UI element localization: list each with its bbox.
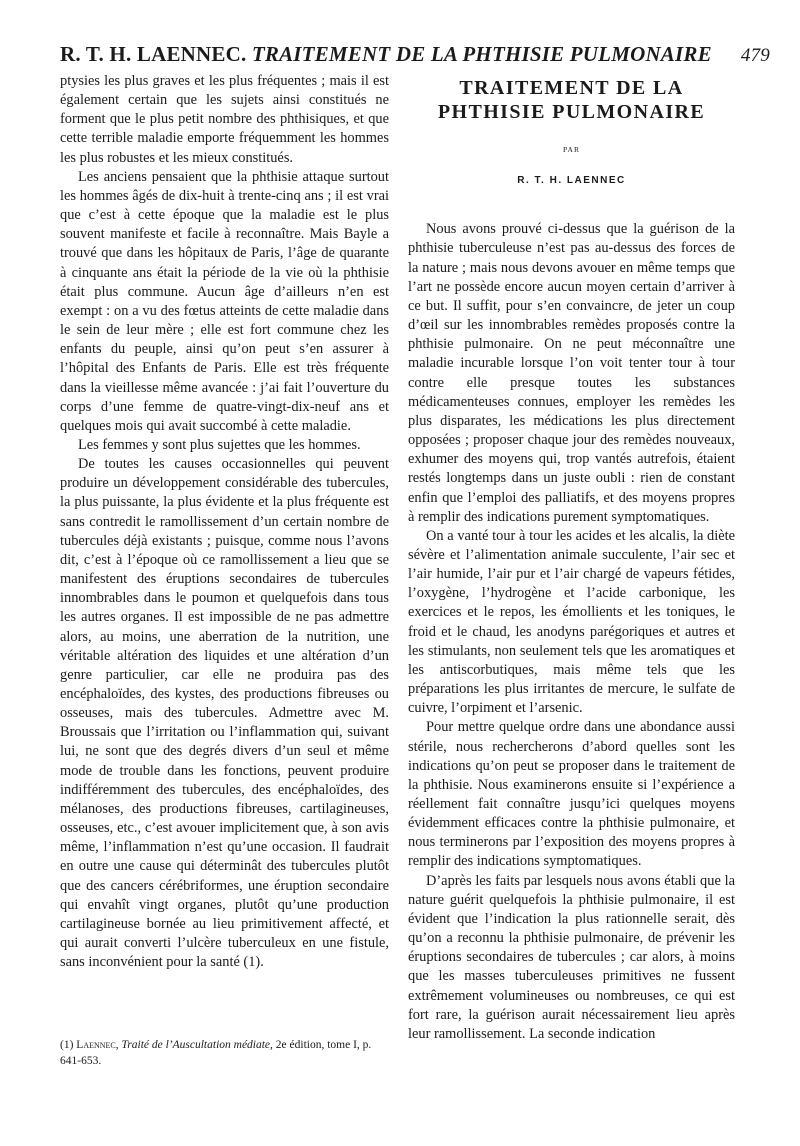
byline-par: PAR — [563, 145, 580, 154]
byline-author: R. T. H. LAENNEC — [517, 175, 626, 187]
footnote-marker: (1) — [60, 1039, 74, 1051]
right-paragraph-2: On a vanté tour à tour les acides et les alcalis, la diète sévère et l’alimentation animale succulente, l’air sec et l’air humide, l’air pur et l’air chargé de vapeurs fétides, l’oxygène, l’hydrogène et l’acide carbonique, les exercices et le repos, les émollients et les toniques, le froid et le chaud, les anodyns parégoriques et autres et les stimulants, non seulement tels que les aromatiques et les antiscorbutiques, mais même tels que les préparations les plus irritantes de mercure, le sulfate de cuivre, l’orpiment et l’arsenic. — [408, 527, 735, 717]
running-head-work: TRAITEMENT DE LA PHTHISIE PULMONAIRE — [251, 42, 712, 66]
right-column — [408, 76, 735, 1044]
running-head-title — [60, 42, 712, 67]
article-title-line-1: TRAITEMENT DE LA — [459, 77, 684, 99]
article-title-line-2: PHTHISIE PULMONAIRE — [437, 101, 706, 123]
running-head-author: R. T. H. LAENNEC. — [60, 42, 247, 66]
right-paragraph-4: D’après les faits par lesquels nous avons établi que la nature guérit quelquefois la phthisie pulmonaire, il est évident que l’indication la plus rationnelle serait, dès qu’on a reconnu la phthisie pulmonaire, de prévenir les éruptions secondaires de tubercules ; car alors, à moins que les masses tuberculeuses primitives ne fussent extrêmement volumineuses ou nombreuses, ce qui est fort rare, la guérison aurait nécessairement lieu après leur ramollissement. La seconde indication — [408, 872, 735, 1042]
footnote — [60, 1037, 389, 1069]
page-number: 479 — [740, 45, 770, 66]
footnote-rest: 2e édition, tome I, p. 641-653. — [60, 1039, 372, 1067]
running-head — [60, 42, 770, 67]
left-paragraph-1: ptysies les plus graves et les plus fréquentes ; mais il est également certain que les sujets ainsi constitués ne forment que le plus petit nombre des phthisiques, et que cette terrible maladie emporte fréquemment les hommes les plus robustes et les mieux constitués. — [60, 73, 389, 166]
footnote-title: Traité de l’Auscultation médiate, — [121, 1039, 273, 1051]
left-paragraph-3: Les femmes y sont plus sujettes que les hommes. — [78, 436, 361, 453]
left-paragraph-2: Les anciens pensaient que la phthisie attaque surtout les hommes âgés de dix-huit à trente-cinq ans ; il est vrai que c’est à cette époque que la maladie est le plus souvent manifeste et facile à reconnaître. Mais Bayle a trouvé que dans les hôpitaux de Paris, l’âge de quarante à cinquante ans était la période de la vie où la phthisie était plus commune. Aucun âge d’ailleurs n’en est exempt : on a vu des fœtus atteints de cette maladie dans le sein de leur mère ; elle est fort commune chez les enfants du peuple, ainsi qu’on peut s’en assurer à l’hôpital des Enfants de Paris. Elle est très fréquente dans la vieillesse même avancée : j’ai fait l’ouverture du corps d’une femme de quatre-vingt-dix-neuf ans et quelques mois qui avait succombé à cette maladie. — [60, 168, 389, 434]
left-column — [60, 72, 389, 972]
right-paragraph-3: Pour mettre quelque ordre dans une abondance aussi stérile, nous rechercherons d’abord quelles sont les indications qu’on peut se proposer dans le traitement de la phthisie. Nous examinerons ensuite si l’expérience a réellement fait connaître jusqu’ici quelques moyens évidemment efficaces contre la phthisie pulmonaire, et nous terminerons par l’exposition des moyens propres à remplir des indications symptomatiques. — [408, 719, 735, 870]
article-title — [408, 76, 735, 124]
right-paragraph-1: Nous avons prouvé ci-dessus que la guérison de la phthisie tuberculeuse n’est pas au-dessus des forces de la nature ; mais nous devons avouer en même temps que l’art ne possède encore aucun moyen certain d’arriver à ce but. Il suffit, pour s’en convaincre, de jeter un coup d’œil sur les innombrables remèdes proposés contre la phthisie pulmonaire. On ne peut méconnaître une maladie incurable lorsque l’on voit tenter tour à tour contre elle presque toutes les substances médicamenteuses connues, employer les remèdes les plus disparates, les médications les plus directement opposées ; proposer chaque jour des remèdes nouveaux, exhumer des moyens qui, trop vantés autrefois, étaient restés longtemps dans un juste oubli : rien de constant enfin que l’emploi des palliatifs, et des moyens propres à remplir des indications purement symptomatiques. — [408, 221, 735, 525]
left-paragraph-4: De toutes les causes occasionnelles qui peuvent produire un développement considérable des tubercules, la plus puissante, la plus évidente et la plus fréquente est sans contredit le ramollissement d’un certain nombre de tubercules déjà existants ; puisque, comme nous l’avons dit, c’est à l’époque où ce ramollissement a lieu que se manifestent des éruptions secondaires de tubercules innombrables dans le poumon et quelquefois dans tous les autres organes. Il est impossible de ne pas admettre alors, au moins, une aberration de la nutrition, une véritable altération des liquides et une altération d’un genre particulier, car elle ne produira pas des encéphaloïdes, des kystes, des productions fibreuses ou osseuses, mais des tubercules. Admettre avec M. Broussais que l’irritation ou l’inflammation qui, suivant lui, ne sont que des degrés divers d’un seul et même mode de trouble dans les fonctions, peuvent produire indifféremment des tubercules, des encéphaloïdes, des mélanoses, des productions fibreuses, cartilagineuses, osseuses, etc., c’est avouer implicitement que, à son avis même, l’inflammation n’est qu’une occasion. Il faudrait en outre une cause qui déterminât des tubercules plutôt que des cancers cérébriformes, une éruption secondaire qui envahît vingt organes, plutôt qu’une production cartilagineuse bornée au lieu primitivement affecté, et qui aurait converti l’ulcère tuberculeux en une fistule, sans inconvénient pour la santé (1). — [60, 456, 389, 971]
footnote-author: Laennec, — [76, 1039, 119, 1051]
